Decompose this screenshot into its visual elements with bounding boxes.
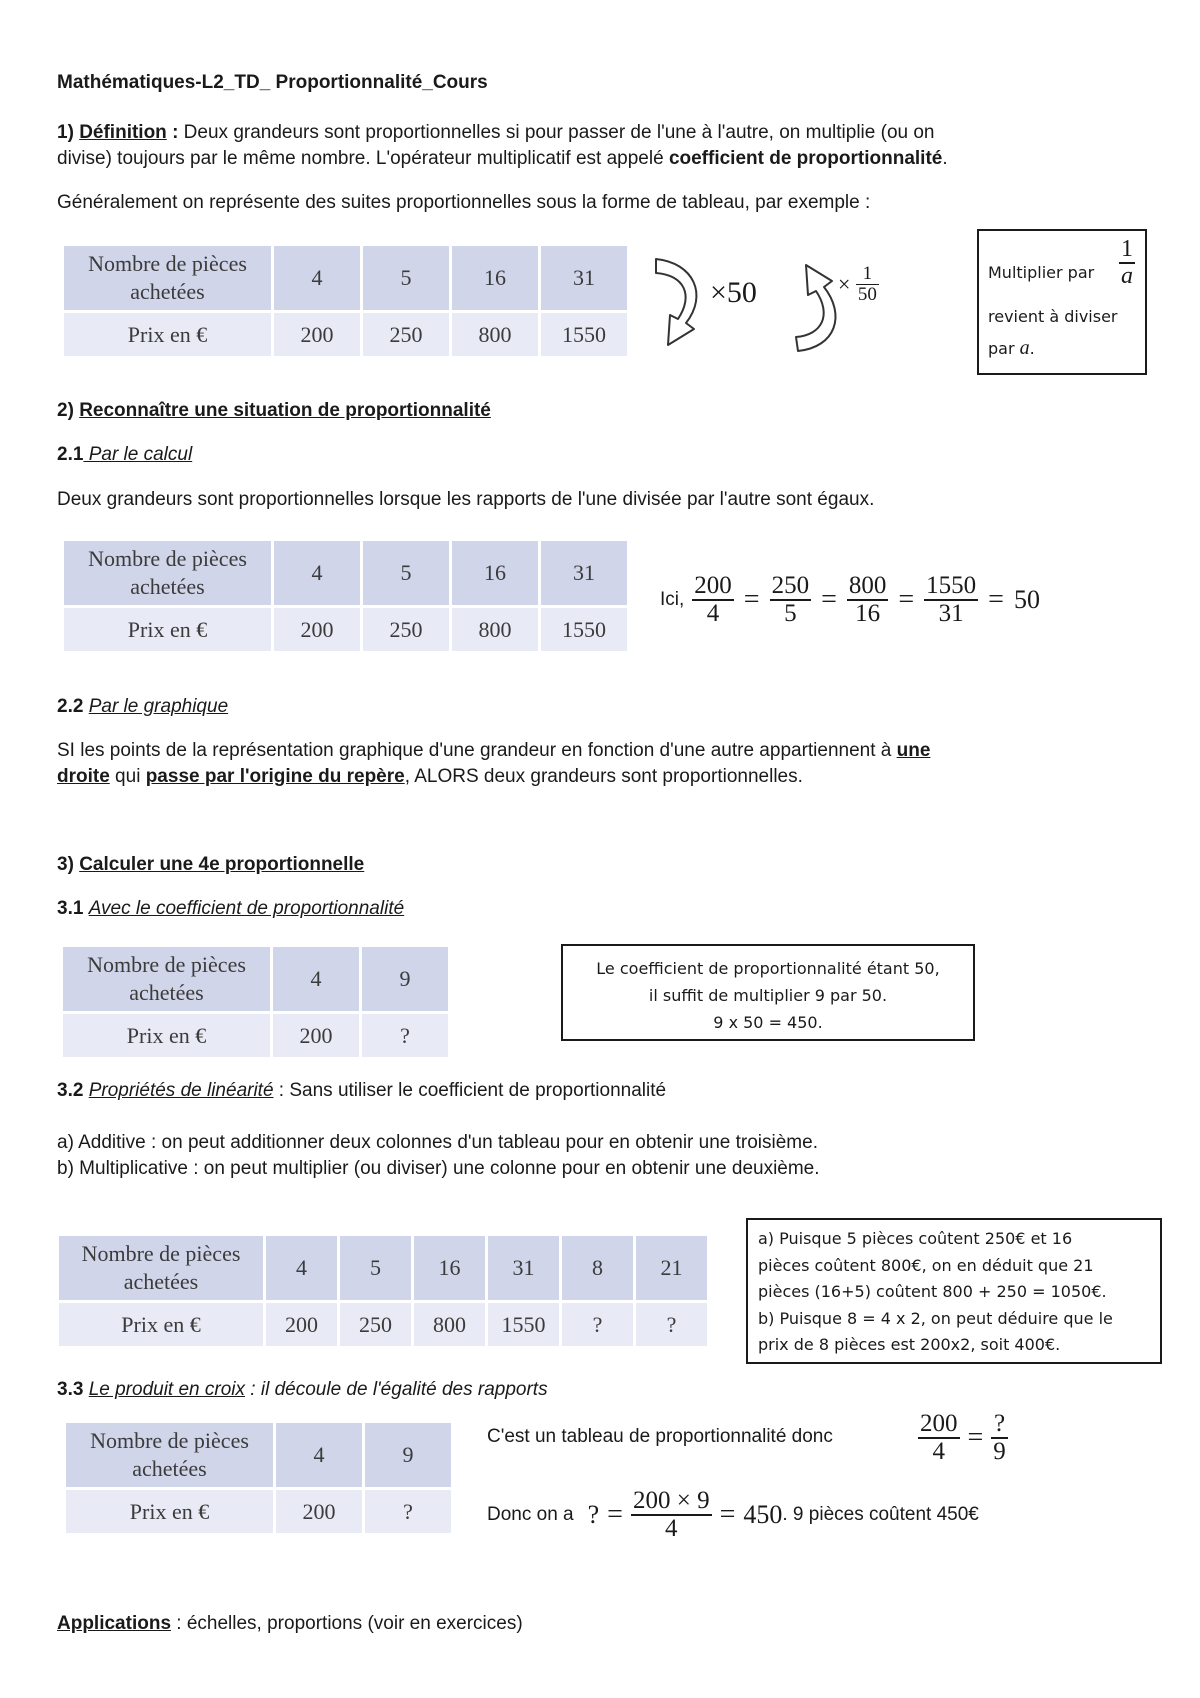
table-row [63, 1014, 448, 1057]
table-row-label: Nombre de pièces achetées [63, 947, 270, 1011]
section-2-2-text: , ALORS deux grandeurs sont proportionnelles. [404, 766, 803, 787]
box-line: pièces (16+5) coûtent 800 + 250 = 1050€. [758, 1282, 1107, 1301]
donc-label: Donc on a [487, 1504, 574, 1525]
definition-bold-term: coefficient de proportionnalité [668, 148, 943, 169]
section-3-3-heading-line [57, 1377, 548, 1403]
fraction-numerator: ? [993, 1409, 1006, 1437]
applications-heading: Applications [57, 1613, 172, 1634]
fraction-numerator: 200 × 9 [632, 1486, 710, 1514]
fraction-denominator: 9 [993, 1438, 1006, 1465]
times-sign: × [710, 276, 727, 309]
page-title: Mathématiques-L2_TD_ Proportionnalité_Cours [57, 72, 488, 93]
section-3-2-heading-line [57, 1078, 666, 1104]
ratio-fraction [692, 573, 734, 628]
linearity-additive: a) Additive : on peut additionner deux colonnes d'un tableau pour en obtenir une troisième. [57, 1132, 818, 1153]
section-3-1-heading-line [57, 896, 404, 922]
table-row [64, 313, 627, 356]
note-text-3 [988, 335, 1035, 362]
table-cell: 800 [452, 608, 538, 651]
table-cell: ? [365, 1490, 451, 1533]
box-line: a) Puisque 5 pièces coûtent 250€ et 16 [758, 1229, 1073, 1248]
section-2-1-number: 2.1 [57, 444, 84, 465]
fraction-numerator: 1 [1121, 236, 1133, 262]
table-cell: 31 [541, 541, 627, 605]
donc-fraction [631, 1488, 712, 1543]
fraction-numerator: 1550 [926, 571, 977, 599]
section-2-2-heading-line [57, 694, 228, 720]
fraction-numerator: 200 [694, 571, 732, 599]
section-3-heading-line [57, 852, 364, 878]
section-2-2-bold: une [896, 740, 931, 761]
table-cell: 800 [414, 1303, 485, 1346]
fraction-numerator: 200 [920, 1409, 958, 1437]
fraction-numerator: 800 [848, 571, 887, 599]
ratio-fraction [924, 573, 978, 628]
table-row-label: Prix en € [64, 313, 271, 356]
table-linearity [56, 1233, 710, 1349]
table-cell: 5 [363, 246, 449, 310]
table-cell: 250 [363, 608, 449, 651]
table-cell: ? [562, 1303, 633, 1346]
section-3-heading: Calculer une 4e proportionnelle [79, 854, 365, 875]
table-row [64, 541, 627, 605]
table-cell: 250 [340, 1303, 411, 1346]
table-cell: 4 [274, 246, 360, 310]
table-cell: 21 [636, 1236, 707, 1300]
section-3-2-rest: : Sans utiliser le coefficient de proportionnalité [273, 1080, 667, 1101]
times-50-operator [710, 276, 757, 310]
section-2-1-title: Par le calcul [83, 444, 193, 465]
note-variable: a [1019, 337, 1030, 359]
table-cell: 250 [363, 313, 449, 356]
linearity-explanation-box [746, 1218, 1162, 1364]
table-cell: 4 [276, 1423, 362, 1487]
section-3-2-number: 3.2 [57, 1080, 84, 1101]
section-2-2-bold: passe par l'origine du repère [145, 766, 405, 787]
section-2-heading-line [57, 398, 491, 424]
donc-result: 450 [743, 1500, 783, 1529]
table-row-label: Nombre de pièces achetées [64, 541, 271, 605]
box-line: Le coefficient de proportionnalité étant 50, [596, 959, 940, 978]
table-cell: 5 [340, 1236, 411, 1300]
equals-sign: = [821, 584, 837, 615]
table-cell: 4 [273, 947, 359, 1011]
note-text-3-word: par [988, 339, 1015, 358]
donc-equation [487, 1478, 979, 1552]
curved-arrow-down-icon [650, 255, 716, 355]
cross-fraction [918, 1411, 960, 1466]
table-cell: 9 [365, 1423, 451, 1487]
section-2-2-title: Par le graphique [88, 696, 229, 717]
note-box [977, 229, 1147, 375]
fraction-denominator: 4 [665, 1515, 678, 1542]
linearity-multiplicative: b) Multiplicative : on peut multiplier (ou diviser) une colonne pour en obtenir une deuxième. [57, 1158, 820, 1179]
table-cell: 200 [274, 608, 360, 651]
section-2-2-bold: droite [57, 766, 110, 787]
equals-sign: = [607, 1499, 623, 1530]
coefficient-explanation-box [561, 944, 975, 1041]
table-row-label: Prix en € [59, 1303, 263, 1346]
cross-equation [918, 1404, 1008, 1472]
box-line: b) Puisque 8 = 4 x 2, on peut déduire que le [758, 1308, 1113, 1328]
times-sign: × [838, 271, 851, 297]
section-3-1-number: 3.1 [57, 898, 84, 919]
table-cell: 200 [274, 313, 360, 356]
section-2-2-text: qui [109, 766, 146, 787]
table-row [66, 1423, 451, 1487]
section-2-1-heading-line [57, 442, 192, 468]
section-2-2-number: 2.2 [57, 696, 84, 717]
section-3-1-title: Avec le coefficient de proportionnalité [88, 898, 405, 919]
unknown-symbol: ? [587, 1500, 600, 1529]
table-row [64, 608, 627, 651]
table-cell: 1550 [541, 608, 627, 651]
note-fraction [1119, 237, 1135, 289]
ratio-fraction [770, 573, 812, 628]
fraction-denominator: 16 [855, 600, 881, 627]
cross-fraction [991, 1411, 1008, 1466]
section-2-1-text: Deux grandeurs sont proportionnelles lorsque les rapports de l'une divisée par l'autre sont égaux. [57, 489, 875, 510]
note-text-2: revient à diviser [988, 307, 1118, 326]
section-3-3-rest: : il découle de l'égalité des rapports [245, 1379, 548, 1400]
inverse-fraction [856, 264, 879, 305]
table-cell: 8 [562, 1236, 633, 1300]
definition-period: . [942, 148, 948, 169]
table-cell: 200 [266, 1303, 337, 1346]
equals-sign: = [967, 1422, 984, 1453]
table-ratios [61, 538, 630, 654]
fraction [1119, 237, 1135, 289]
fraction-denominator: a [1121, 263, 1133, 290]
table-row-label: Nombre de pièces achetées [66, 1423, 273, 1487]
factor-value: 50 [726, 276, 757, 309]
section-2-heading: Reconnaître une situation de proportionnalité [79, 400, 491, 421]
table-row [59, 1236, 707, 1300]
definition-line-1 [57, 120, 935, 146]
table-cell: 200 [273, 1014, 359, 1057]
ratio-fraction [847, 573, 889, 628]
table-row [63, 947, 448, 1011]
section-1-colon: : [166, 122, 179, 143]
box-line: 9 x 50 = 450. [713, 1013, 823, 1032]
fraction-numerator: 1 [862, 263, 873, 284]
note-text-1: Multiplier par [988, 263, 1095, 282]
equals-sign: = [898, 584, 915, 615]
box-line: il suffit de multiplier 9 par 50. [648, 986, 888, 1005]
box-line: pièces coûtent 800€, on en déduit que 21 [758, 1255, 1094, 1275]
times-inverse-operator [838, 264, 879, 305]
table-row-label: Nombre de pièces achetées [64, 246, 271, 310]
table-cell: ? [362, 1014, 448, 1057]
section-2-2-line-1 [57, 738, 930, 764]
table-cell: ? [636, 1303, 707, 1346]
equals-sign: = [719, 1499, 736, 1530]
ratio-result: 50 [1013, 585, 1040, 614]
table-cell: 16 [414, 1236, 485, 1300]
section-3-2-title: Propriétés de linéarité [88, 1080, 274, 1101]
table-example [61, 243, 630, 359]
table-cell: 200 [276, 1490, 362, 1533]
section-3-3-number: 3.3 [57, 1379, 84, 1400]
donc-conclusion: . 9 pièces coûtent 450€ [782, 1504, 979, 1525]
section-2-number: 2) [57, 400, 74, 421]
equals-sign: = [988, 584, 1004, 615]
table-row-label: Prix en € [66, 1490, 273, 1533]
definition-text-2: divise) toujours par le même nombre. L'opérateur multiplicatif est appelé [57, 148, 669, 169]
table-row-label: Prix en € [63, 1014, 270, 1057]
section-3-number: 3) [57, 854, 74, 875]
fraction-denominator: 5 [784, 600, 797, 627]
section-2-2-text: SI les points de la représentation graphique d'une grandeur en fonction d'une autre appartiennent à [57, 740, 897, 761]
box-line: prix de 8 pièces est 200x2, soit 400€. [758, 1335, 1061, 1354]
table-cell: 1550 [488, 1303, 559, 1346]
applications-text: : échelles, proportions (voir en exercices) [171, 1613, 523, 1634]
note-period: . [1029, 339, 1035, 358]
fraction-denominator: 31 [938, 600, 964, 627]
table-cell: 5 [363, 541, 449, 605]
table-row-label: Prix en € [64, 608, 271, 651]
fraction-denominator: 4 [932, 1438, 945, 1465]
ratio-equation [660, 565, 1040, 635]
general-text: Généralement on représente des suites proportionnelles sous la forme de tableau, par exemple : [57, 192, 871, 213]
table-cross-product [63, 1420, 454, 1536]
section-2-2-line-2 [57, 764, 803, 790]
table-cell: 16 [452, 246, 538, 310]
table-row-label: Nombre de pièces achetées [59, 1236, 263, 1300]
fraction-denominator: 50 [857, 283, 877, 305]
equals-sign: = [743, 584, 760, 615]
section-3-3-title: Le produit en croix [88, 1379, 246, 1400]
definition-text-1: Deux grandeurs sont proportionnelles si pour passer de l'une à l'autre, on multiplie (ou on [178, 122, 935, 143]
table-row [66, 1490, 451, 1533]
applications-line [57, 1611, 523, 1637]
table-cell: 9 [362, 947, 448, 1011]
table-cell: 31 [541, 246, 627, 310]
fraction-numerator: 250 [771, 571, 810, 599]
definition-line-2 [57, 146, 948, 172]
ici-label: Ici, [660, 589, 685, 610]
table-cell: 1550 [541, 313, 627, 356]
fraction-denominator: 4 [706, 600, 720, 627]
section-1-number: 1) [57, 122, 74, 143]
table-cell: 4 [266, 1236, 337, 1300]
section-1-heading: Définition [79, 122, 167, 143]
table-cell: 800 [452, 313, 538, 356]
table-cell: 4 [274, 541, 360, 605]
cross-product-text: C'est un tableau de proportionnalité donc [487, 1426, 833, 1447]
table-row [59, 1303, 707, 1346]
table-coefficient [60, 944, 451, 1060]
table-cell: 31 [488, 1236, 559, 1300]
table-cell: 16 [452, 541, 538, 605]
table-row [64, 246, 627, 310]
